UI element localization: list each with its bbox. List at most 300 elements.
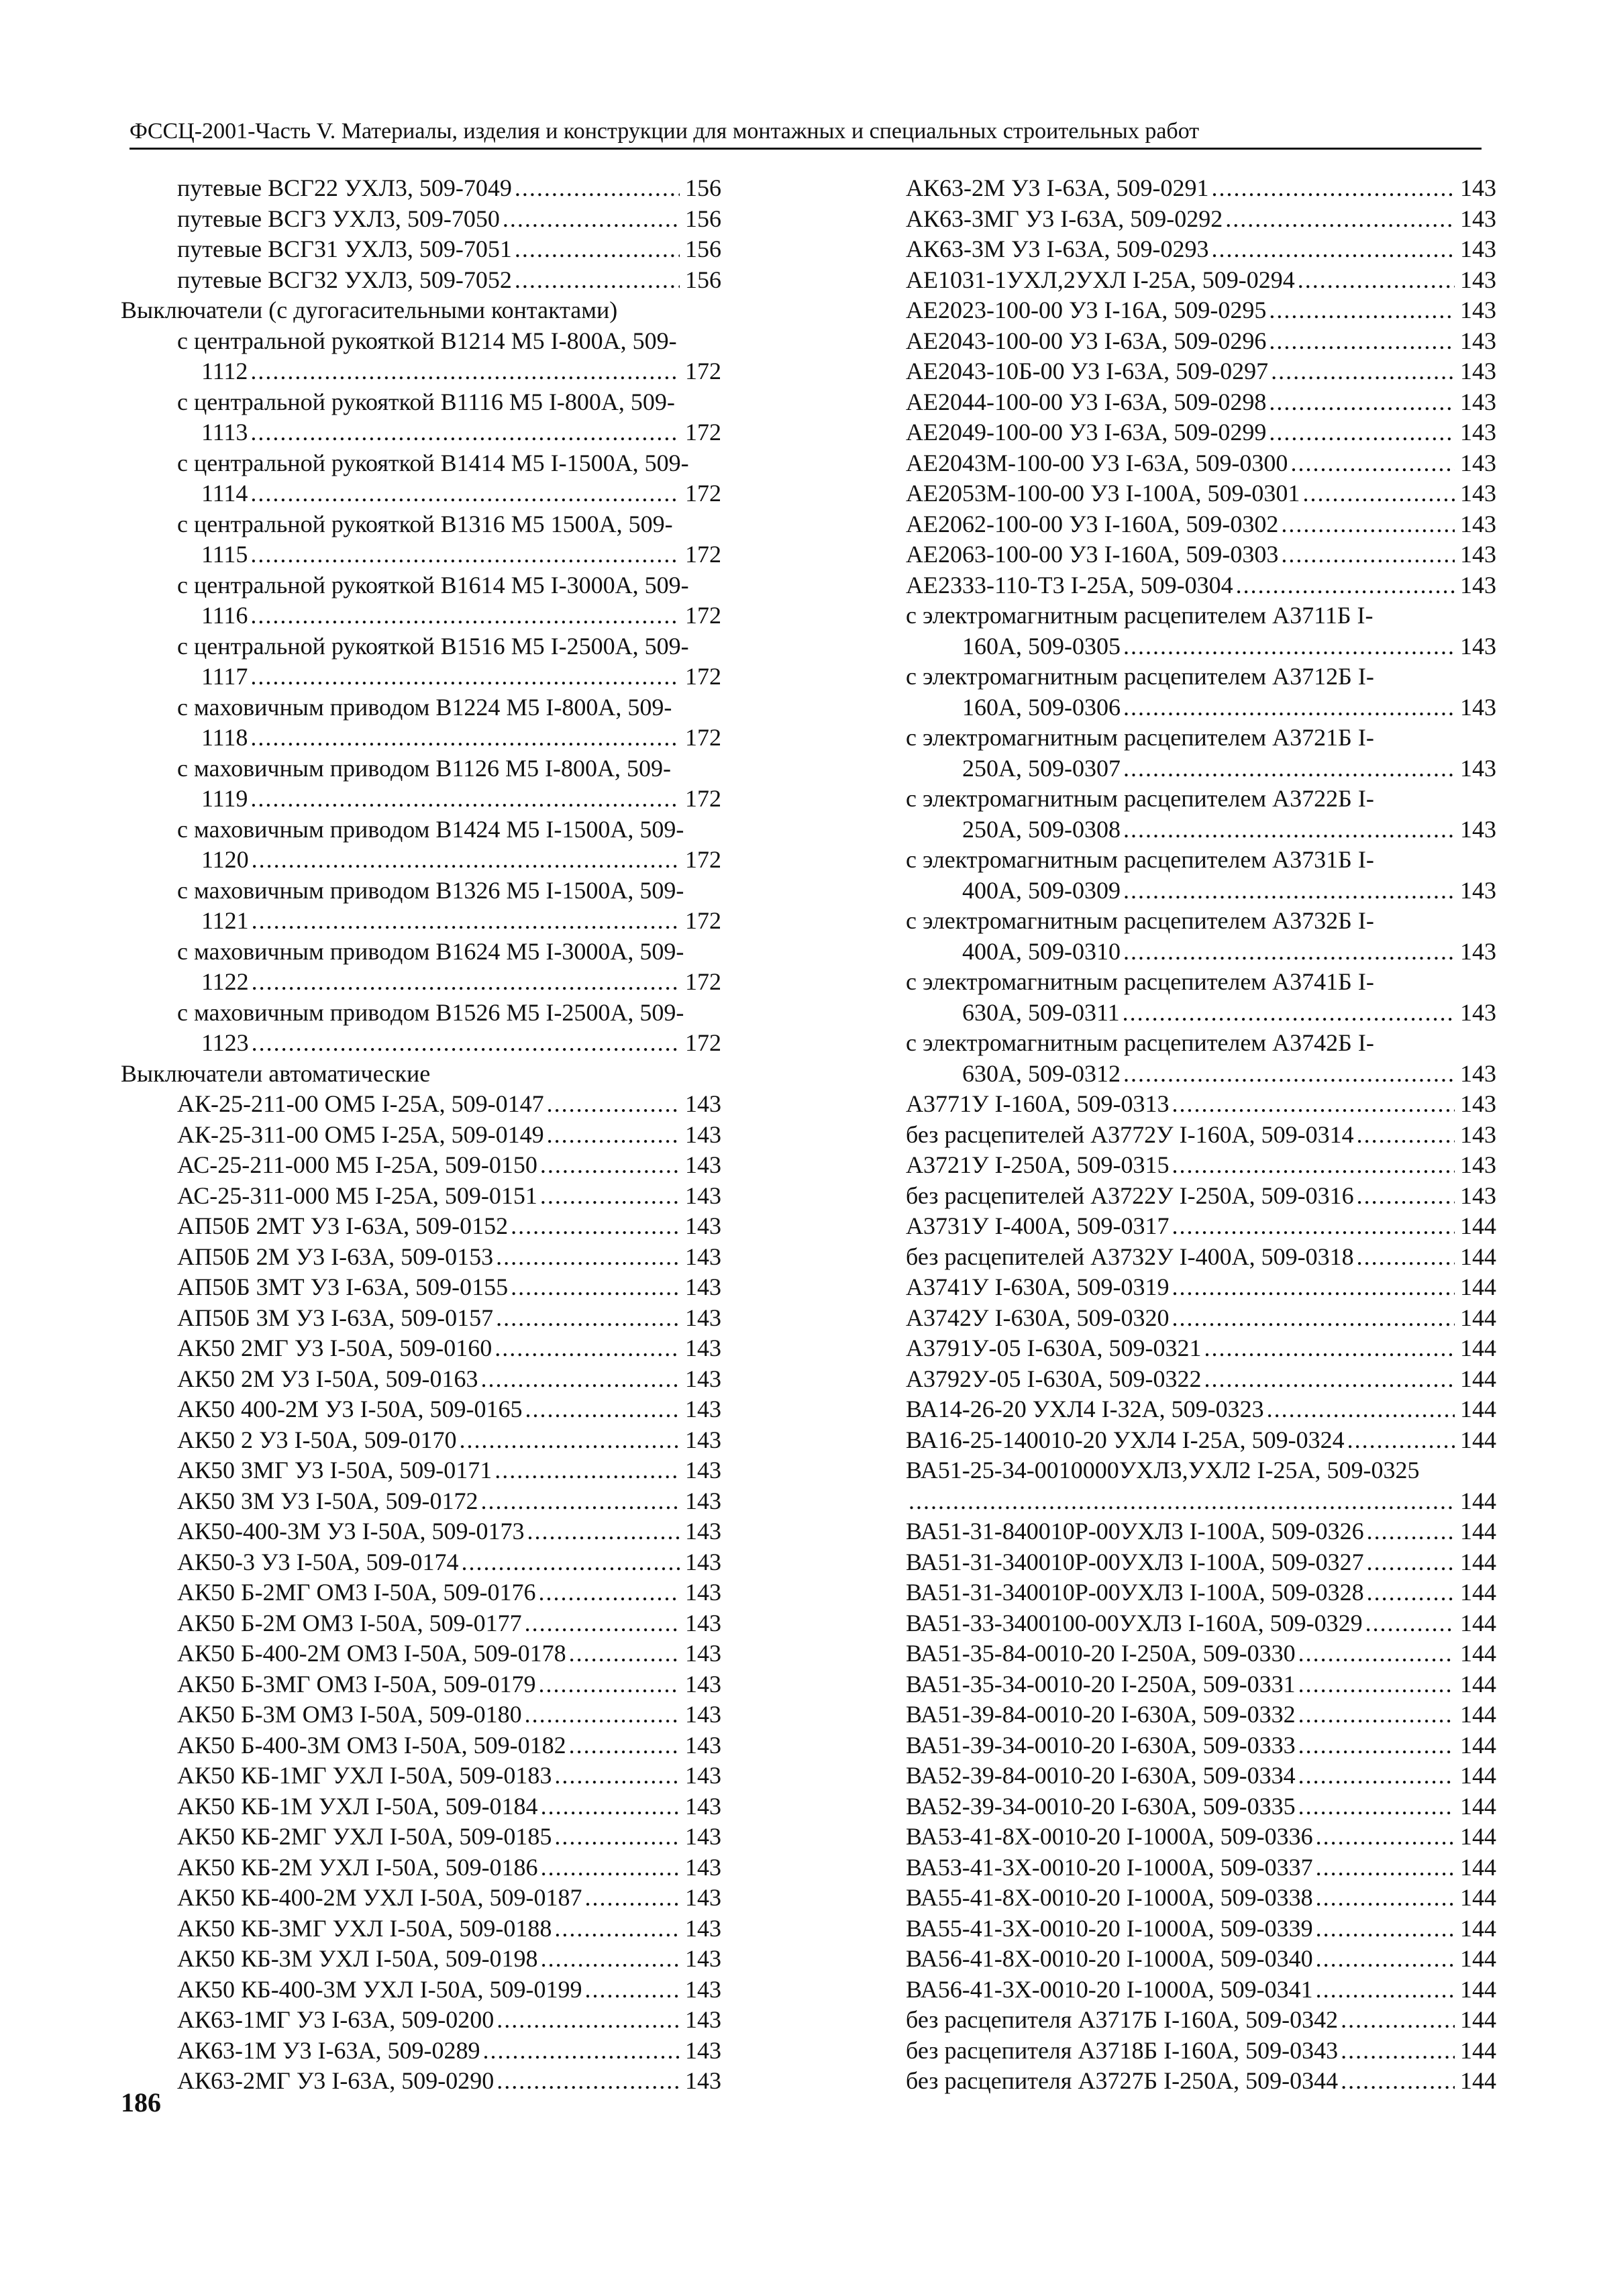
- entry-text: путевые ВСГ31 УХЛ3, 509-7051: [177, 236, 512, 262]
- dot-leader: [547, 1089, 680, 1120]
- entry-page-number: 143: [685, 1212, 721, 1239]
- entry-page-number: 144: [1460, 1365, 1496, 1392]
- entry-text: с центральной рукояткой В1516 М5 I-2500А, 509-: [177, 632, 689, 660]
- entry-page-number: 143: [1460, 297, 1496, 323]
- index-entry: [121, 1883, 721, 1914]
- index-entry: [121, 1120, 721, 1151]
- dot-leader: [541, 1791, 680, 1822]
- index-entry: [121, 601, 721, 631]
- index-entry: [906, 1547, 1496, 1578]
- entry-text: А3771У I-160А, 509-0313: [906, 1090, 1170, 1117]
- entry-page-number: 172: [685, 541, 721, 568]
- page-number: 186: [121, 2087, 161, 2118]
- dot-leader: [495, 1455, 680, 1486]
- index-entry: [121, 1394, 721, 1425]
- dot-leader: [1298, 1700, 1455, 1730]
- entry-text: АК50 Б-3МГ ОМ3 I-50А, 509-0179: [177, 1670, 536, 1698]
- entry-page-number: 143: [1460, 388, 1496, 415]
- dot-leader: [1225, 204, 1455, 235]
- dot-leader: [585, 1883, 680, 1914]
- dot-leader: [497, 2005, 680, 2036]
- index-entry: [121, 1975, 721, 2005]
- dot-leader: [1123, 815, 1455, 845]
- dot-leader: [540, 1181, 680, 1212]
- entry-text: ВА55-41-8Х-0010-20 I-1000А, 509-0338: [906, 1884, 1313, 1911]
- entry-page-number: 143: [685, 1792, 721, 1820]
- entry-text: 630А, 509-0312: [962, 1059, 1121, 1087]
- entry-page-number: 172: [685, 785, 721, 812]
- entry-page-number: 143: [1460, 876, 1496, 904]
- entry-text: 1123: [201, 1029, 249, 1056]
- entry-text: ВА52-39-84-0010-20 I-630А, 509-0334: [906, 1762, 1296, 1789]
- dot-leader: [480, 1364, 680, 1395]
- index-entry: [906, 1791, 1496, 1822]
- dot-leader: [1341, 2005, 1455, 2036]
- entry-page-number: 143: [1460, 205, 1496, 232]
- entry-page-number: 144: [1460, 1762, 1496, 1789]
- index-entry: [121, 1181, 721, 1212]
- index-entry: [121, 1211, 721, 1242]
- index-entry: [121, 692, 721, 723]
- entry-page-number: 143: [685, 1884, 721, 1911]
- index-entry: [121, 234, 721, 265]
- index-entry: [906, 1425, 1496, 1456]
- entry-text: АП50Б 2МТ У3 I-63А, 509-0152: [177, 1212, 509, 1239]
- entry-text: АК63-2М У3 I-63А, 509-0291: [906, 174, 1209, 201]
- entry-text: 1118: [201, 724, 248, 751]
- entry-text: 630А, 509-0311: [962, 998, 1120, 1026]
- index-entry: [121, 1303, 721, 1334]
- index-entry: [906, 845, 1496, 876]
- dot-leader: [511, 1272, 680, 1303]
- index-entry: [121, 204, 721, 235]
- dot-leader: [482, 2036, 680, 2067]
- entry-text: ВА16-25-140010-20 УХЛ4 I-25А, 509-0324: [906, 1426, 1345, 1453]
- dot-leader: [1236, 570, 1455, 601]
- dot-leader: [496, 1303, 680, 1334]
- index-entry: [906, 967, 1496, 998]
- index-entry: [121, 2066, 721, 2097]
- dot-leader: [252, 845, 680, 876]
- entry-page-number: 144: [1460, 2036, 1496, 2064]
- entry-page-number: 172: [685, 907, 721, 934]
- dot-leader: [252, 906, 680, 937]
- dot-leader: [1172, 1303, 1455, 1334]
- index-entry: [906, 1822, 1496, 1853]
- index-entry: [121, 906, 721, 937]
- index-entry: [121, 448, 721, 479]
- entry-page-number: 144: [1460, 1518, 1496, 1545]
- dot-leader: [1172, 1150, 1455, 1181]
- index-entry: [906, 1577, 1496, 1608]
- index-entry: [121, 265, 721, 296]
- index-entry: [906, 2066, 1496, 2097]
- entry-text: ВА51-39-84-0010-20 I-630А, 509-0332: [906, 1701, 1296, 1728]
- index-entry: [121, 1914, 721, 1944]
- index-entry: [906, 1944, 1496, 1975]
- dot-leader: [525, 1394, 680, 1425]
- entry-page-number: 172: [685, 602, 721, 629]
- index-entry: [906, 876, 1496, 906]
- dot-leader: [1341, 2036, 1455, 2067]
- index-column-right: [906, 173, 1496, 2097]
- index-entry: [121, 1364, 721, 1395]
- index-entry: [906, 417, 1496, 448]
- entry-page-number: 144: [1460, 1335, 1496, 1361]
- index-entry: [121, 173, 721, 204]
- entry-page-number: 143: [1460, 480, 1496, 507]
- dot-leader: [496, 1242, 680, 1273]
- index-entry: [906, 1059, 1496, 1090]
- entry-page-number: 144: [1460, 1609, 1496, 1636]
- entry-page-number: 144: [1460, 1670, 1496, 1698]
- entry-text: АП50Б 3МТ У3 I-63А, 509-0155: [177, 1273, 509, 1300]
- index-entry: [906, 1455, 1496, 1486]
- entry-page-number: 143: [1460, 571, 1496, 598]
- index-entry: [906, 937, 1496, 968]
- entry-page-number: 172: [685, 846, 721, 873]
- entry-text: без расцепителя А3717Б I-160А, 509-0342: [906, 2006, 1339, 2033]
- index-entry: [906, 1914, 1496, 1944]
- entry-text: АК50 КБ-3М УХЛ I-50А, 509-0198: [177, 1945, 538, 1972]
- entry-text: АК63-2МГ У3 I-63А, 509-0290: [177, 2067, 495, 2094]
- index-entry: [906, 234, 1496, 265]
- entry-text: без расцепителей А3722У I-250А, 509-0316: [906, 1182, 1354, 1209]
- entry-text: АК50 2МГ У3 I-50А, 509-0160: [177, 1335, 493, 1361]
- entry-text: АЕ2043М-100-00 У3 I-63А, 509-0300: [906, 449, 1288, 476]
- entry-text: 400А, 509-0309: [962, 876, 1121, 904]
- entry-text: с центральной рукояткой В1116 М5 I-800А, 509-: [177, 388, 675, 415]
- dot-leader: [1123, 753, 1455, 784]
- entry-text: АК50 Б-2М ОМ3 I-50А, 509-0177: [177, 1609, 522, 1636]
- dot-leader: [250, 356, 680, 387]
- entry-text: АК50 КБ-400-3М УХЛ I-50А, 509-0199: [177, 1975, 582, 2003]
- index-entry: [906, 326, 1496, 357]
- entry-text: АК50-400-3М У3 I-50А, 509-0173: [177, 1518, 525, 1545]
- index-entry: [906, 1242, 1496, 1273]
- dot-leader: [497, 2066, 680, 2097]
- entry-page-number: 156: [685, 266, 721, 293]
- index-entry: [121, 2005, 721, 2036]
- entry-text: АК50 КБ-400-2М УХЛ I-50А, 509-0187: [177, 1884, 582, 1911]
- entry-page-number: 143: [685, 1518, 721, 1545]
- index-entry: [121, 1791, 721, 1822]
- index-entry: [121, 387, 721, 418]
- entry-text: с маховичным приводом В1526 М5 I-2500А, 509-: [177, 998, 684, 1026]
- dot-leader: [525, 1700, 680, 1730]
- entry-text: АК50 2М У3 I-50А, 509-0163: [177, 1365, 478, 1392]
- entry-text: 1117: [201, 663, 248, 690]
- entry-page-number: 143: [685, 1731, 721, 1759]
- entry-page-number: 143: [685, 1426, 721, 1453]
- index-entry: [906, 1486, 1496, 1517]
- entry-page-number: 143: [1460, 815, 1496, 843]
- entry-text: АЕ2043-100-00 У3 I-63А, 509-0296: [906, 327, 1267, 354]
- entry-page-number: 143: [1460, 266, 1496, 293]
- dot-leader: [250, 784, 680, 815]
- dot-leader: [527, 1516, 680, 1547]
- entry-page-number: 144: [1460, 1487, 1496, 1514]
- entry-text: АЕ2023-100-00 У3 I-16А, 509-0295: [906, 297, 1267, 323]
- index-entry: [121, 356, 721, 387]
- index-entry: [121, 1547, 721, 1578]
- entry-page-number: 143: [685, 1487, 721, 1514]
- entry-page-number: 143: [685, 2067, 721, 2094]
- index-entry: [906, 173, 1496, 204]
- entry-page-number: 172: [685, 968, 721, 995]
- index-entry: [906, 478, 1496, 509]
- dot-leader: [1269, 295, 1455, 326]
- entry-page-number: 143: [685, 1120, 721, 1148]
- index-entry: [121, 1516, 721, 1547]
- index-entry: [121, 2036, 721, 2067]
- entry-page-number: 144: [1460, 1273, 1496, 1300]
- index-entry: [906, 1150, 1496, 1181]
- entry-page-number: 143: [1460, 632, 1496, 660]
- entry-text: АП50Б 2М У3 I-63А, 509-0153: [177, 1243, 494, 1270]
- entry-page-number: 156: [685, 205, 721, 232]
- dot-leader: [250, 601, 680, 631]
- dot-leader: [480, 1486, 680, 1517]
- entry-page-number: 143: [685, 1396, 721, 1422]
- dot-leader: [252, 1028, 680, 1059]
- dot-leader: [1211, 173, 1455, 204]
- entry-page-number: 144: [1460, 2067, 1496, 2094]
- index-entry: [121, 570, 721, 601]
- dot-leader: [1316, 1822, 1455, 1853]
- entry-text: с электромагнитным расцепителем А3722Б I-: [906, 785, 1374, 812]
- index-entry: [906, 2005, 1496, 2036]
- dot-leader: [554, 1914, 680, 1944]
- index-entry: [906, 1394, 1496, 1425]
- entry-text: путевые ВСГ22 УХЛ3, 509-7049: [177, 174, 512, 201]
- entry-text: ВА56-41-3Х-0010-20 I-1000А, 509-0341: [906, 1975, 1313, 2003]
- running-header: ФССЦ-2001-Часть V. Материалы, изделия и конструкции для монтажных и специальных строительных работ: [129, 118, 1482, 150]
- entry-page-number: 143: [1460, 1059, 1496, 1087]
- dot-leader: [461, 1547, 680, 1578]
- index-entry: [906, 1211, 1496, 1242]
- entry-page-number: 144: [1460, 1640, 1496, 1667]
- entry-text: с маховичным приводом В1326 М5 I-1500А, 509-: [177, 876, 684, 904]
- entry-page-number: 144: [1460, 1243, 1496, 1270]
- entry-page-number: 143: [1460, 693, 1496, 721]
- entry-text: АЕ2333-110-Т3 I-25А, 509-0304: [906, 571, 1233, 598]
- dot-leader: [909, 1486, 1455, 1517]
- entry-text: путевые ВСГ3 УХЛ3, 509-7050: [177, 205, 500, 232]
- entry-text: ВА55-41-3Х-0010-20 I-1000А, 509-0339: [906, 1914, 1313, 1942]
- index-entry: [121, 1028, 721, 1059]
- entry-text: АС-25-211-000 М5 I-25А, 509-0150: [177, 1151, 537, 1178]
- entry-text: АК50 Б-400-3М ОМ3 I-50А, 509-0182: [177, 1731, 566, 1759]
- dot-leader: [554, 1761, 680, 1791]
- entry-text: А3792У-05 I-630А, 509-0322: [906, 1365, 1202, 1392]
- entry-page-number: 143: [685, 1365, 721, 1392]
- index-entry: [121, 1333, 721, 1364]
- entry-text: 1115: [201, 541, 248, 568]
- index-entry: [906, 1303, 1496, 1334]
- dot-leader: [554, 1822, 680, 1853]
- entry-text: АК63-1МГ У3 I-63А, 509-0200: [177, 2006, 495, 2033]
- entry-page-number: 144: [1460, 1212, 1496, 1239]
- entry-text: без расцепителей А3732У I-400А, 509-0318: [906, 1243, 1354, 1270]
- index-entry: [906, 1608, 1496, 1639]
- entry-text: АЕ1031-1УХЛ,2УХЛ I-25А, 509-0294: [906, 266, 1295, 293]
- entry-page-number: 143: [1460, 937, 1496, 965]
- index-entry: [121, 662, 721, 692]
- entry-page-number: 143: [685, 1182, 721, 1209]
- index-entry: [121, 876, 721, 906]
- dot-leader: [1281, 539, 1455, 570]
- dot-leader: [515, 265, 680, 296]
- index-entry: [121, 1822, 721, 1853]
- index-entry: [121, 784, 721, 815]
- index-entry: [121, 1577, 721, 1608]
- entry-text: АК50 2 У3 I-50А, 509-0170: [177, 1426, 457, 1453]
- entry-text: АК-25-311-00 ОМ5 I-25А, 509-0149: [177, 1120, 544, 1148]
- index-entry: [906, 784, 1496, 815]
- entry-text: ВА51-25-34-0010000УХЛ3,УХЛ2 I-25А, 509-0325: [906, 1457, 1420, 1483]
- entry-text: АК50 3М У3 I-50А, 509-0172: [177, 1487, 478, 1514]
- entry-text: 1112: [201, 358, 248, 384]
- entry-text: с электромагнитным расцепителем А3742Б I-: [906, 1029, 1374, 1056]
- index-entry: [121, 1059, 721, 1090]
- entry-text: А3791У-05 I-630А, 509-0321: [906, 1335, 1202, 1361]
- entry-page-number: 144: [1460, 1579, 1496, 1606]
- entry-page-number: 143: [1460, 1151, 1496, 1178]
- index-entry: [906, 1181, 1496, 1212]
- index-entry: [121, 1425, 721, 1456]
- entry-page-number: 143: [685, 2006, 721, 2033]
- index-entry: [121, 295, 721, 326]
- index-entry: [906, 1516, 1496, 1547]
- dot-leader: [547, 1120, 680, 1151]
- dot-leader: [538, 1577, 680, 1608]
- entry-page-number: 144: [1460, 1396, 1496, 1422]
- index-entry: [906, 1272, 1496, 1303]
- entry-text: АЕ2053М-100-00 У3 I-100А, 509-0301: [906, 480, 1300, 507]
- dot-leader: [459, 1425, 680, 1456]
- entry-text: ВА51-31-340010Р-00УХЛ3 I-100А, 509-0327: [906, 1548, 1364, 1575]
- dot-leader: [511, 1211, 680, 1242]
- entry-text: АК50 Б-2МГ ОМ3 I-50А, 509-0176: [177, 1579, 536, 1606]
- entry-text: 160А, 509-0306: [962, 693, 1121, 721]
- entry-page-number: 144: [1460, 1304, 1496, 1331]
- index-entry: [121, 539, 721, 570]
- entry-page-number: 143: [685, 1701, 721, 1728]
- entry-text: с маховичным приводом В1126 М5 I-800А, 509-: [177, 754, 672, 782]
- dot-leader: [252, 967, 680, 998]
- dot-leader: [1347, 1425, 1455, 1456]
- entry-text: с электромагнитным расцепителем А3711Б I-: [906, 602, 1373, 629]
- entry-page-number: 143: [685, 1945, 721, 1972]
- entry-text: с электромагнитным расцепителем А3732Б I-: [906, 907, 1374, 934]
- index-entry: [121, 753, 721, 784]
- entry-page-number: 172: [685, 663, 721, 690]
- dot-leader: [540, 1150, 680, 1181]
- index-entry: [121, 1730, 721, 1761]
- entry-text: АК50 КБ-2М УХЛ I-50А, 509-0186: [177, 1853, 538, 1881]
- dot-leader: [1367, 1577, 1455, 1608]
- dot-leader: [585, 1975, 680, 2005]
- entry-text: АК50 КБ-1МГ УХЛ I-50А, 509-0183: [177, 1762, 552, 1789]
- entry-text: 400А, 509-0310: [962, 937, 1121, 965]
- entry-text: АК50 КБ-3МГ УХЛ I-50А, 509-0188: [177, 1914, 552, 1942]
- entry-text: ВА52-39-34-0010-20 I-630А, 509-0335: [906, 1792, 1296, 1820]
- index-entry: [121, 1608, 721, 1639]
- index-entry: [906, 1853, 1496, 1883]
- dot-leader: [1281, 509, 1455, 540]
- entry-text: ВА51-31-340010Р-00УХЛ3 I-100А, 509-0328: [906, 1579, 1364, 1606]
- index-entry: [121, 998, 721, 1029]
- entry-text: без расцепителя А3718Б I-160А, 509-0343: [906, 2036, 1339, 2064]
- dot-leader: [569, 1638, 680, 1669]
- entry-page-number: 143: [685, 1975, 721, 2003]
- entry-page-number: 156: [685, 174, 721, 201]
- entry-page-number: 143: [685, 1762, 721, 1789]
- entry-text: АЕ2044-100-00 У3 I-63А, 509-0298: [906, 388, 1267, 415]
- entry-page-number: 143: [685, 1823, 721, 1850]
- entry-page-number: 144: [1460, 1792, 1496, 1820]
- index-entry: [121, 631, 721, 662]
- index-entry: [121, 1242, 721, 1273]
- index-entry: [121, 1455, 721, 1486]
- entry-page-number: 143: [685, 1640, 721, 1667]
- dot-leader: [1204, 1333, 1455, 1364]
- dot-leader: [1357, 1242, 1455, 1273]
- index-entry: [121, 326, 721, 357]
- dot-leader: [250, 723, 680, 753]
- entry-page-number: 172: [685, 1029, 721, 1056]
- dot-leader: [1302, 478, 1455, 509]
- dot-leader: [515, 173, 680, 204]
- dot-leader: [1367, 1516, 1455, 1547]
- index-entry: [906, 1333, 1496, 1364]
- index-entry: [121, 417, 721, 448]
- entry-text: 1122: [201, 968, 249, 995]
- entry-page-number: 143: [1460, 541, 1496, 568]
- entry-text: АК50 КБ-2МГ УХЛ I-50А, 509-0185: [177, 1823, 552, 1850]
- dot-leader: [250, 662, 680, 692]
- entry-text: с электромагнитным расцепителем А3721Б I-: [906, 724, 1374, 751]
- index-entry: [906, 1638, 1496, 1669]
- dot-leader: [538, 1669, 680, 1700]
- entry-text: АК63-3М У3 I-63А, 509-0293: [906, 236, 1209, 262]
- index-entry: [906, 1730, 1496, 1761]
- dot-leader: [1316, 1883, 1455, 1914]
- entry-text: 250А, 509-0308: [962, 815, 1121, 843]
- dot-leader: [250, 478, 680, 509]
- index-entry: [121, 478, 721, 509]
- entry-page-number: 143: [685, 1243, 721, 1270]
- entry-text: Выключатели автоматические: [121, 1059, 431, 1087]
- entry-page-number: 143: [1460, 510, 1496, 537]
- index-entry: [906, 265, 1496, 296]
- entry-text: АС-25-311-000 М5 I-25А, 509-0151: [177, 1182, 537, 1209]
- entry-text: А3721У I-250А, 509-0315: [906, 1151, 1170, 1178]
- dot-leader: [1269, 417, 1455, 448]
- dot-leader: [1204, 1364, 1455, 1395]
- dot-leader: [503, 204, 680, 235]
- index-entry: [906, 692, 1496, 723]
- dot-leader: [1269, 387, 1455, 418]
- entry-page-number: 143: [685, 2036, 721, 2064]
- entry-page-number: 143: [685, 1090, 721, 1117]
- index-entry: [121, 1700, 721, 1730]
- index-entry: [121, 1638, 721, 1669]
- entry-page-number: 143: [685, 1304, 721, 1331]
- entry-text: без расцепителей А3772У I-160А, 509-0314: [906, 1120, 1354, 1148]
- index-entry: [906, 570, 1496, 601]
